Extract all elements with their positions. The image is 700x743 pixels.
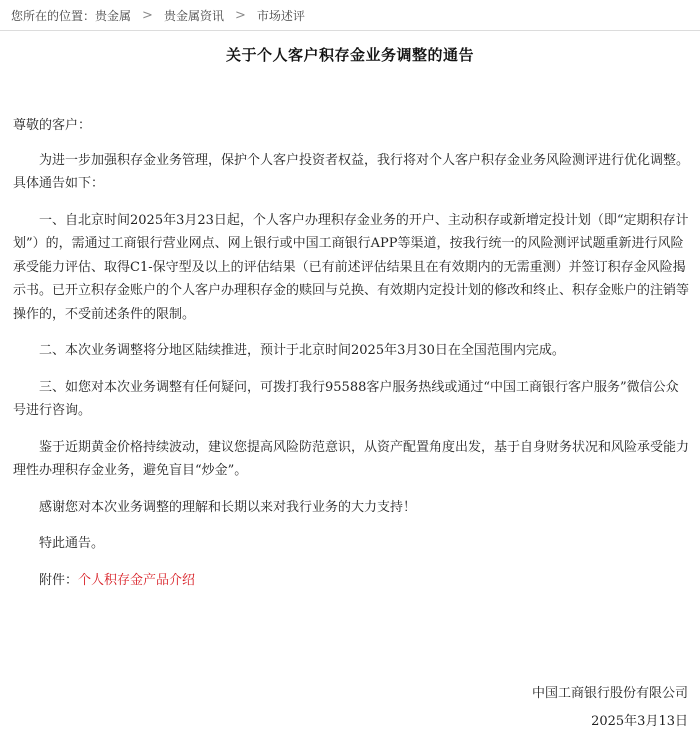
breadcrumb [0,0,700,31]
article-title: 关于个人客户积存金业务调整的通告 [225,46,474,64]
greeting: 尊敬的客户： [13,118,92,133]
breadcrumb-item-precious-metals-news[interactable]: 贵金属资讯 [163,8,224,23]
breadcrumb-separator: > [234,7,246,23]
signature: 中国工商银行股份有限公司 [531,686,688,701]
breadcrumb-prefix: 您所在的位置： [11,8,96,23]
attachment-label: 附件： [39,572,79,588]
attachment-link[interactable]: 个人积存金产品介绍 [78,572,196,588]
attachment-line [13,569,689,593]
breadcrumb-separator: > [142,7,153,23]
thanks-paragraph: 感谢您对本次业务调整的理解和长期以来对我行业务的大力支持！ [39,499,417,515]
breadcrumb-item-precious-metals[interactable]: 贵金属 [95,8,132,23]
article-body [13,114,689,592]
advice-paragraph: 鉴于近期黄金价格持续波动，建议您提高风险防范意识，从资产配置角度出发，基于自身财务状况和风险承受能力理性办理积存金业务，避免盲目“炒金”。 [13,439,690,478]
breadcrumb-item-market-commentary[interactable]: 市场述评 [256,8,305,23]
item-1-paragraph: 一、自北京时间2025年3月23日起，个人客户办理积存金业务的开户、主动积存或新增定投计划（即“定期积存计划”）的，需通过工商银行营业网点、网上银行或中国工商银行APP等渠道，按我行统一的风险测评试题重新进行风险承受能力评估、取得C1-保守型及以上的评估结果（已有前述评估结果且在有效期内的无需重测）并签订积存金风险揭示书。已开立积存金账户的个人客户办理积存金的赎回与兑换、有效期内定投计划的修改和终止、积存金账户的注销等操作的，不受前述条件的限制。 [13,212,690,322]
item-2-paragraph: 二、本次业务调整将分地区陆续推进，预计于北京时间2025年3月30日在全国范围内完成。 [39,343,565,358]
closing-paragraph: 特此通告。 [39,536,105,551]
intro-paragraph: 为进一步加强积存金业务管理，保护个人客户投资者权益，我行将对个人客户积存金业务风险测评进行优化调整。具体通告如下： [13,152,690,191]
item-3-paragraph: 三、如您对本次业务调整有任何疑问，可拨打我行95588客户服务热线或通过“中国工商银行客户服务”微信公众号进行咨询。 [13,379,679,418]
notice-date: 2025年3月13日 [591,714,688,729]
